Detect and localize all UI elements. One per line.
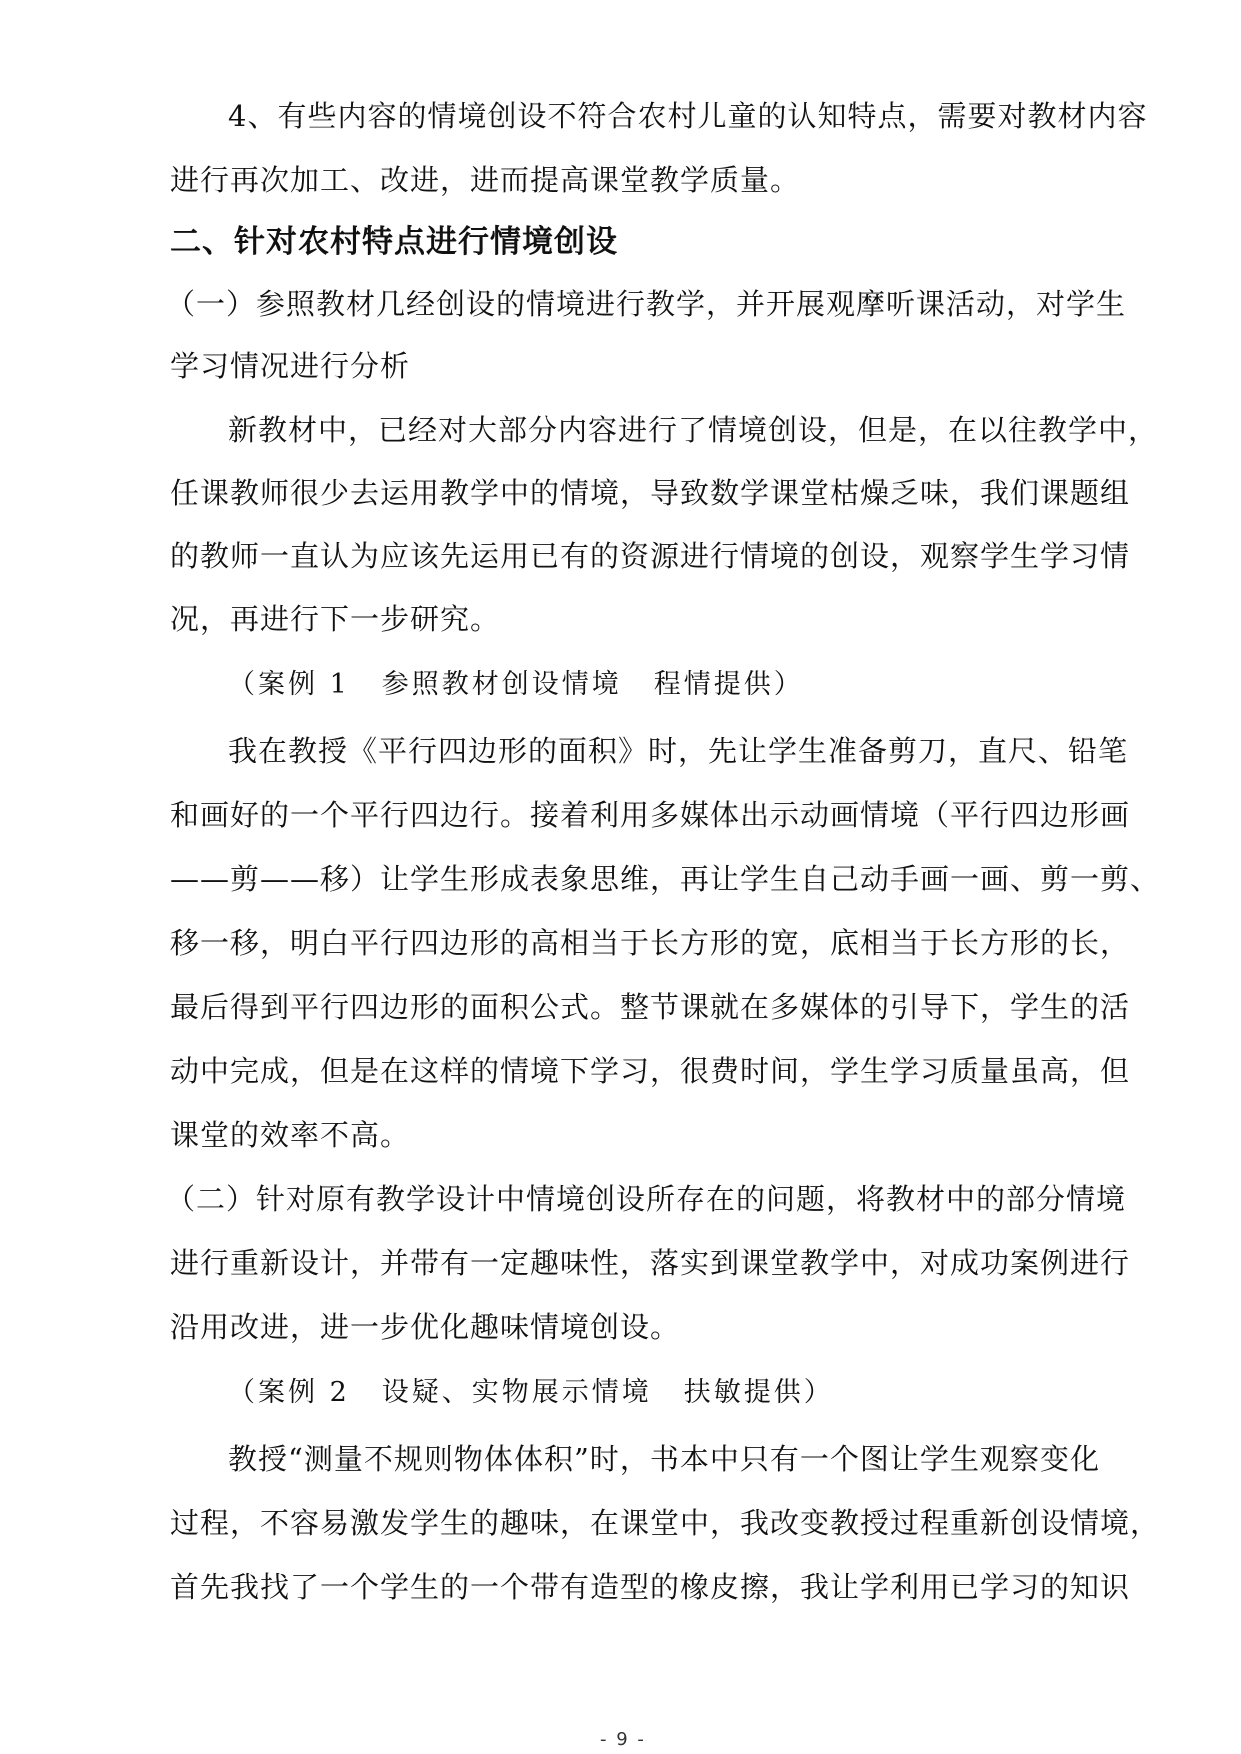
- para2-line6: 动中完成，但是在这样的情境下学习，很费时间，学生学习质量虽高，但: [170, 1054, 1131, 1088]
- subheading-2-line2: 进行重新设计，并带有一定趣味性，落实到课堂教学中，对成功案例进行: [170, 1246, 1131, 1280]
- case1-provider: 程情提供）: [653, 669, 804, 700]
- para2-line3: ——剪——移）让学生形成表象思维，再让学生自己动手画一画、剪一剪、: [170, 862, 1161, 896]
- para1-line3: 的教师一直认为应该先运用已有的资源进行情境的创设，观察学生学习情: [170, 539, 1131, 573]
- page-number: - 9 -: [600, 1729, 646, 1750]
- para3-line1: 教授“测量不规则物体体积”时，书本中只有一个图让学生观察变化: [228, 1442, 1100, 1476]
- case2-caption: [228, 1373, 1158, 1413]
- para1-line4: 况，再进行下一步研究。: [170, 602, 501, 636]
- para1-line1: 新教材中，已经对大部分内容进行了情境创设，但是，在以往教学中，: [228, 413, 1159, 447]
- para2-line2: 和画好的一个平行四边行。接着利用多媒体出示动画情境（平行四边形画: [170, 798, 1131, 832]
- section-heading: 二、针对农村特点进行情境创设: [170, 224, 618, 260]
- para2-line5: 最后得到平行四边形的面积公式。整节课就在多媒体的引导下，学生的活: [170, 990, 1131, 1024]
- para1-line2: 任课教师很少去运用教学中的情境，导致数学课堂枯燥乏味，我们课题组: [170, 476, 1131, 510]
- case1-title: 参照教材创设情境: [381, 669, 622, 700]
- para3-line3: 首先我找了一个学生的一个带有造型的橡皮擦，我让学利用已学习的知识: [170, 1570, 1131, 1604]
- subheading-2-line3: 沿用改进，进一步优化趣味情境创设。: [170, 1310, 681, 1344]
- para2-line7: 课堂的效率不高。: [170, 1118, 411, 1152]
- case1-open: （案例 1: [228, 669, 350, 700]
- para2-line1: 我在教授《平行四边形的面积》时，先让学生准备剪刀，直尺、铅笔: [228, 734, 1129, 768]
- section4-line2: 进行再次加工、改进，进而提高课堂教学质量。: [170, 163, 801, 197]
- subheading-2-line1: （二）针对原有教学设计中情境创设所存在的问题，将教材中的部分情境: [166, 1182, 1127, 1216]
- case2-open: （案例 2: [228, 1377, 350, 1408]
- case2-provider: 扶敏提供）: [683, 1377, 834, 1408]
- para2-line4: 移一移，明白平行四边形的高相当于长方形的宽，底相当于长方形的长，: [170, 926, 1131, 960]
- case2-title: 设疑、实物展示情境: [381, 1377, 652, 1408]
- case1-caption: [228, 665, 1158, 705]
- section4-line1: 4、有些内容的情境创设不符合农村儿童的认知特点，需要对教材内容: [228, 99, 1148, 133]
- subheading-1-line1: （一）参照教材几经创设的情境进行教学，并开展观摩听课活动，对学生: [166, 287, 1127, 321]
- para3-line2: 过程，不容易激发学生的趣味，在课堂中，我改变教授过程重新创设情境，: [170, 1506, 1161, 1540]
- subheading-1-line2: 学习情况进行分析: [170, 349, 411, 383]
